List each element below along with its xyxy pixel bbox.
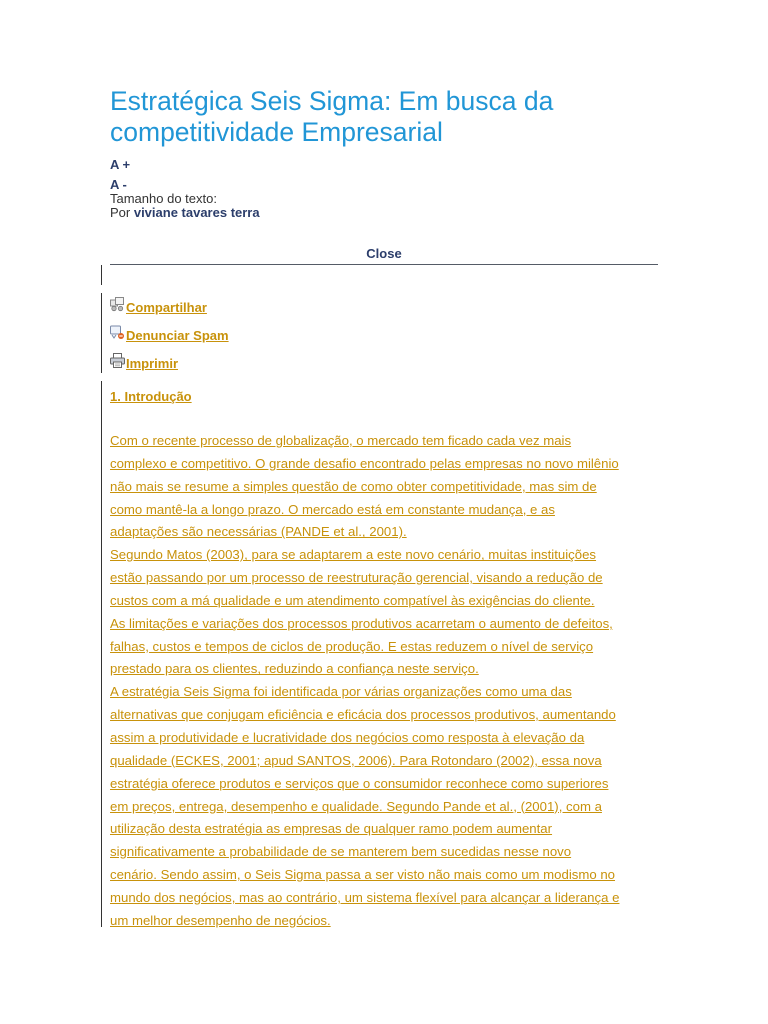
byline [110, 205, 260, 220]
body-line[interactable]: complexo e competitivo. O grande desafio encontrado pelas empresas no novo milênio [110, 455, 619, 471]
share-label: Compartilhar [126, 300, 207, 315]
body-line[interactable]: Com o recente processo de globalização, o mercado tem ficado cada vez mais [110, 433, 572, 448]
report-spam-button[interactable] [110, 325, 229, 343]
by-label: Por [110, 205, 134, 220]
body-line[interactable]: custos com a má qualidade e um atendimento compatível às exigências do cliente. [110, 592, 595, 608]
body-line[interactable]: As limitações e variações dos processos produtivos acarretam o aumento de defeitos, [110, 615, 613, 631]
body-line[interactable]: adaptações são necessárias (PANDE et al., 2001). [110, 524, 407, 540]
title-line-2: competitividade Empresarial [110, 117, 443, 147]
text-size-label: Tamanho do texto: [110, 191, 217, 206]
print-label: Imprimir [126, 356, 179, 371]
left-rule-actions [101, 293, 102, 373]
body-line[interactable]: como mantê-la a longo prazo. O mercado está em constante mudança, e as [110, 501, 555, 517]
body-line[interactable]: assim a produtividade e lucratividade dos negócios como resposta à elevação da [110, 729, 585, 745]
print-icon [110, 353, 126, 371]
print-button[interactable] [110, 353, 178, 371]
body-line[interactable]: qualidade (ECKES, 2001; apud SANTOS, 2006). Para Rotondaro (2002), essa nova [110, 752, 602, 768]
body-line[interactable]: mundo dos negócios, mas ao contrário, um sistema flexível para alcançar a liderança e [110, 889, 620, 905]
font-increase-button[interactable]: A + [110, 157, 131, 172]
font-decrease-button[interactable]: A - [110, 177, 127, 192]
section-heading[interactable]: 1. Introdução [110, 389, 192, 404]
body-line[interactable]: falhas, custos e tempos de ciclos de produção. E estas reduzem o nível de serviço [110, 638, 594, 654]
body-line[interactable]: um melhor desempenho de negócios. [110, 912, 331, 928]
body-line[interactable]: estratégia oferece produtos e serviços que o consumidor reconhece como superiores [110, 775, 609, 791]
body-line[interactable]: alternativas que conjugam eficiência e eficácia dos processos produtivos, aumentando [110, 707, 616, 723]
body-line[interactable]: prestado para os clientes, reduzindo a confiança neste serviço. [110, 661, 479, 677]
share-button[interactable] [110, 297, 207, 315]
close-divider [110, 264, 658, 265]
body-line[interactable]: Segundo Matos (2003), para se adaptarem a este novo cenário, muitas instituições [110, 547, 597, 563]
share-icon [110, 297, 126, 315]
body-line[interactable]: em preços, entrega, desempenho e qualidade. Segundo Pande et al., (2001), com a [110, 798, 602, 814]
report-spam-label: Denunciar Spam [126, 328, 229, 343]
body-line[interactable]: utilização desta estratégia as empresas de qualquer ramo podem aumentar [110, 821, 553, 837]
body-line[interactable]: cenário. Sendo assim, o Seis Sigma passa a ser visto não mais como um modismo no [110, 867, 616, 883]
author-link[interactable]: viviane tavares terra [133, 205, 260, 220]
body-line[interactable]: estão passando por um processo de reestruturação gerencial, visando a redução de [110, 570, 603, 586]
article [110, 86, 660, 928]
body-line[interactable]: A estratégia Seis Sigma foi identificada por várias organizações como uma das [110, 684, 572, 700]
body-line[interactable]: não mais se resume a simples questão de como obter competitividade, mas sim de [110, 478, 597, 494]
left-rule-top [101, 265, 102, 285]
body-line[interactable]: significativamente a probabilidade de se manterem bem sucedidas nesse novo [110, 844, 572, 860]
close-button[interactable]: Close [366, 246, 402, 261]
title-line-1: Estratégica Seis Sigma: Em busca da [110, 86, 554, 116]
left-rule-content [101, 381, 102, 927]
page-title [110, 86, 660, 148]
report-spam-icon [110, 325, 126, 343]
close-bar [110, 246, 658, 265]
article-body [110, 430, 662, 933]
